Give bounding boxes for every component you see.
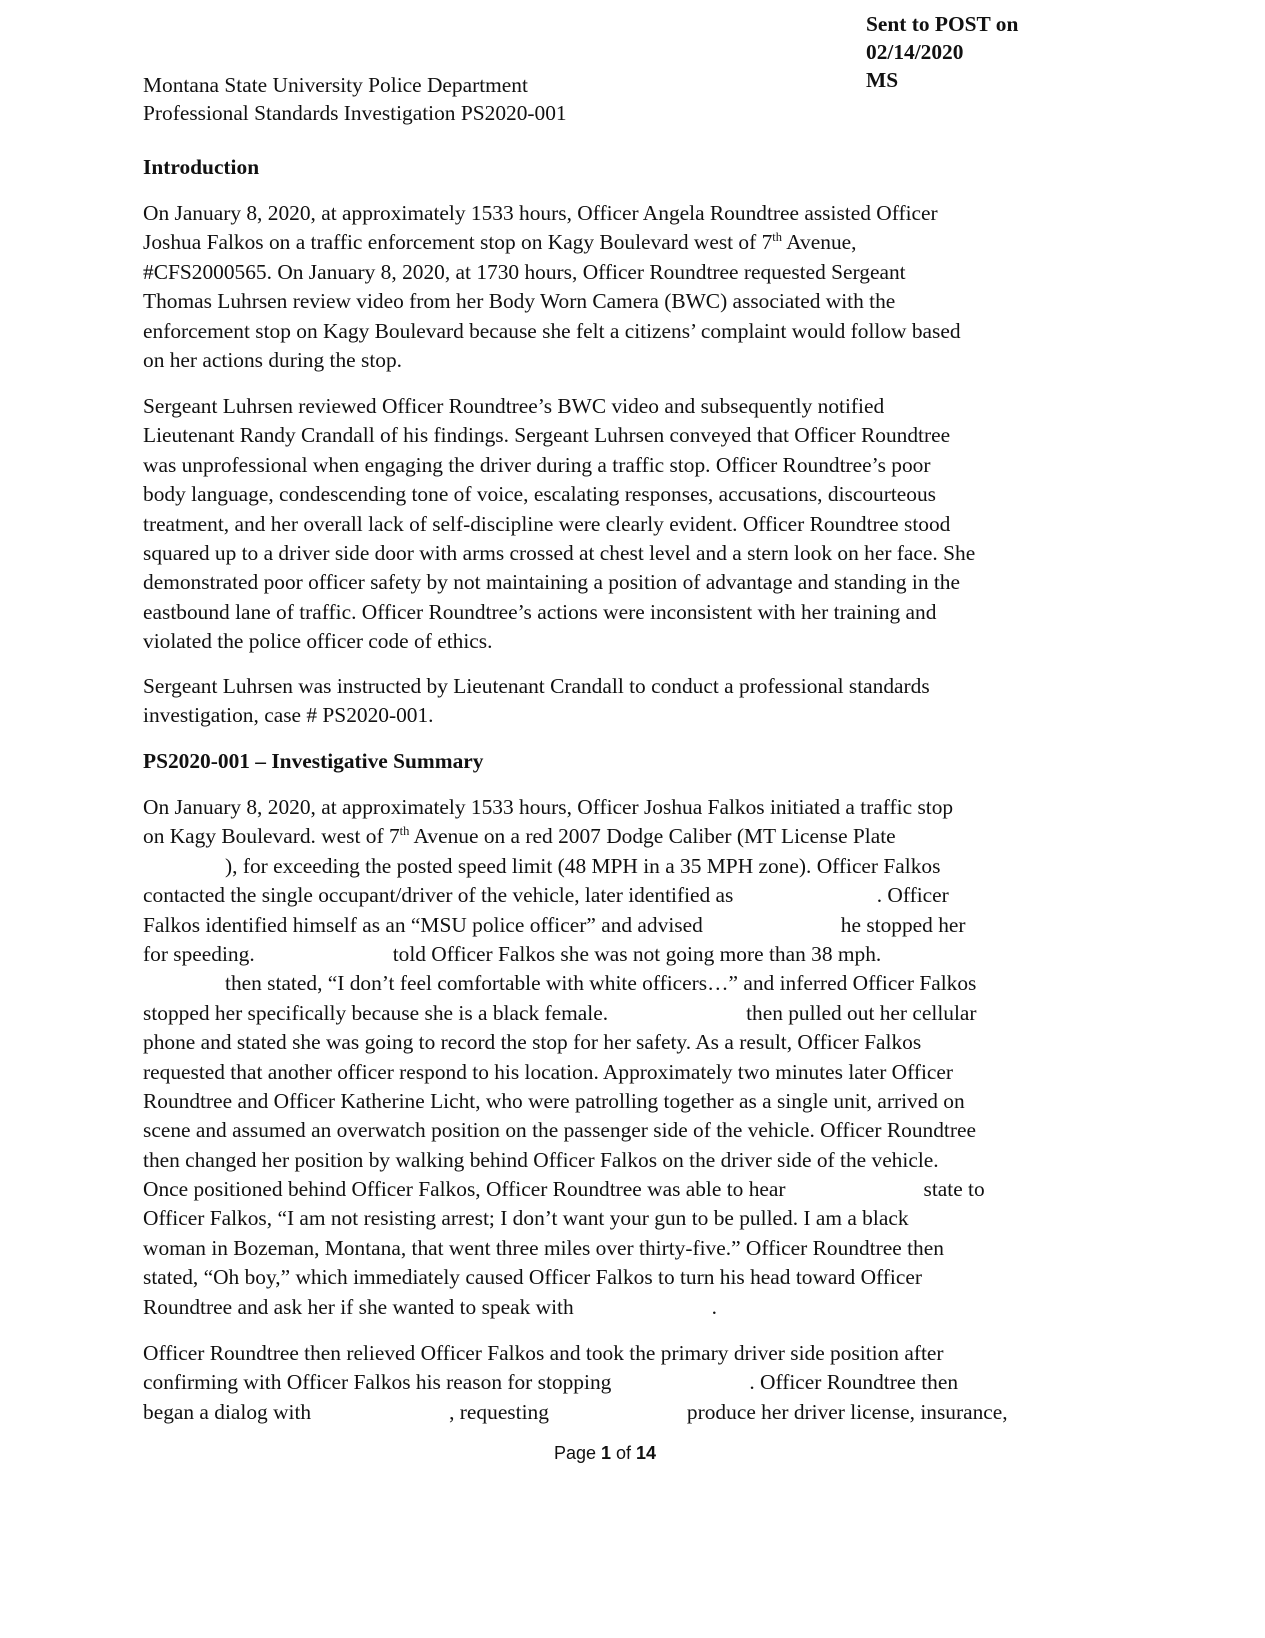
text-line xyxy=(143,940,985,969)
text-segment: scene and assumed an overwatch position on the passenger side of the vehicle. Officer Roundtree xyxy=(143,1118,976,1143)
text-segment: violated the police officer code of ethics. xyxy=(143,629,493,654)
intro-paragraph-1 xyxy=(143,199,961,375)
text-segment: On January 8, 2020, at approximately 1533 hours, Officer Angela Roundtree assisted Officer xyxy=(143,201,938,225)
text-line xyxy=(143,1368,1008,1397)
text-line xyxy=(143,793,985,822)
text-line xyxy=(143,510,975,539)
text-line xyxy=(143,1204,985,1233)
organization-name: Montana State University Police Department xyxy=(143,73,528,97)
text-segment: . Officer xyxy=(871,883,949,908)
text-line xyxy=(143,969,985,998)
text-line xyxy=(143,1293,985,1322)
text-line xyxy=(143,1028,985,1057)
text-segment: investigation, case # PS2020-001. xyxy=(143,703,434,728)
text-segment: , requesting xyxy=(449,1399,549,1424)
text-line xyxy=(143,421,975,450)
text-line xyxy=(143,1398,1008,1427)
page-of-label: of xyxy=(611,1443,637,1463)
text-segment: Avenue, xyxy=(782,230,857,255)
text-segment: produce her driver license, insurance, xyxy=(686,1399,1008,1424)
text-segment: On January 8, 2020, at approximately 1533 hours, Officer Joshua Falkos initiated a traffic stop xyxy=(143,795,954,819)
case-title: Professional Standards Investigation PS2020-001 xyxy=(143,100,567,125)
text-segment: then pulled out her cellular xyxy=(746,1000,977,1025)
text-segment: Lieutenant Randy Crandall of his findings. Sergeant Luhrsen conveyed that Officer Roundtree xyxy=(143,423,951,448)
text-segment: Falkos identified himself as an “MSU police officer” and advised xyxy=(143,912,703,937)
text-line xyxy=(143,1234,985,1263)
text-line xyxy=(143,999,985,1028)
text-line xyxy=(143,627,975,656)
text-line xyxy=(143,1175,985,1204)
stamp-line: 02/14/2020 xyxy=(866,40,964,64)
text-segment: on Kagy Boulevard. west of 7 xyxy=(143,824,400,849)
text-line xyxy=(143,228,961,257)
text-segment: Once positioned behind Officer Falkos, Officer Roundtree was able to hear xyxy=(143,1177,786,1202)
ordinal-superscript: th xyxy=(772,230,783,245)
summary-paragraph-1 xyxy=(143,793,985,1322)
text-segment: treatment, and her overall lack of self-discipline were clearly evident. Officer Roundtree stood xyxy=(143,511,951,536)
text-line xyxy=(143,392,975,421)
text-line xyxy=(143,480,975,509)
stamp-line: MS xyxy=(866,68,899,92)
text-segment: requested that another officer respond to his location. Approximately two minutes later Officer xyxy=(143,1059,954,1084)
text-segment: Avenue on a red 2007 Dodge Caliber (MT License Plate xyxy=(409,824,896,849)
text-line xyxy=(143,1058,985,1087)
text-segment: then stated, “I don’t feel comfortable with white officers…” and inferred Officer Falkos xyxy=(225,971,977,996)
document-header xyxy=(143,72,567,127)
text-line xyxy=(143,881,985,910)
text-line xyxy=(143,701,930,730)
page-total: 14 xyxy=(636,1443,657,1463)
text-line xyxy=(143,852,985,881)
text-line xyxy=(143,1116,985,1145)
text-line xyxy=(143,258,961,287)
text-segment: Officer Falkos, “I am not resisting arrest; I don’t want your gun to be pulled. I am a black xyxy=(143,1206,909,1231)
ordinal-superscript: th xyxy=(399,824,410,839)
text-segment: #CFS2000565. On January 8, 2020, at 1730 hours, Officer Roundtree requested Sergeant xyxy=(143,259,906,284)
text-line xyxy=(143,317,961,346)
text-line xyxy=(143,539,975,568)
text-segment: was unprofessional when engaging the driver during a traffic stop. Officer Roundtree’s poor xyxy=(143,452,931,477)
text-segment: then changed her position by walking behind Officer Falkos on the driver side of the vehicle. xyxy=(143,1147,939,1172)
text-line xyxy=(143,672,930,701)
text-segment: he stopped her xyxy=(840,912,966,937)
text-segment: . Officer Roundtree then xyxy=(749,1370,959,1395)
sent-to-post-stamp xyxy=(866,10,1018,94)
summary-paragraph-2 xyxy=(143,1339,1008,1427)
section-heading-introduction: Introduction xyxy=(143,155,260,179)
page-number: 1 xyxy=(600,1443,611,1463)
text-segment: contacted the single occupant/driver of the vehicle, later identified as xyxy=(143,883,734,908)
text-segment: enforcement stop on Kagy Boulevard because she felt a citizens’ complaint would follow based xyxy=(143,318,961,343)
page-footer xyxy=(0,1443,1210,1464)
text-line xyxy=(143,1146,985,1175)
text-line xyxy=(143,568,975,597)
text-segment: demonstrated poor officer safety by not maintaining a position of advantage and standing in the xyxy=(143,570,960,595)
text-line xyxy=(143,1339,1008,1368)
text-segment: began a dialog with xyxy=(143,1399,312,1424)
text-segment: state to xyxy=(923,1177,985,1202)
text-segment: woman in Bozeman, Montana, that went three miles over thirty-five.” Officer Roundtree then xyxy=(143,1235,944,1260)
text-line xyxy=(143,822,985,851)
text-segment: confirming with Officer Falkos his reason for stopping xyxy=(143,1370,612,1395)
text-segment: Roundtree and Officer Katherine Licht, who were patrolling together as a single unit, arrived on xyxy=(143,1088,965,1113)
text-segment: . xyxy=(711,1294,718,1319)
text-segment: eastbound lane of traffic. Officer Roundtree’s actions were inconsistent with her training and xyxy=(143,599,937,624)
text-segment: body language, condescending tone of voice, escalating responses, accusations, discourteous xyxy=(143,482,936,507)
text-segment: ), for exceeding the posted speed limit (48 MPH in a 35 MPH zone). Officer Falkos xyxy=(225,853,941,878)
text-line xyxy=(143,199,961,228)
text-segment: Officer Roundtree then relieved Officer Falkos and took the primary driver side position after xyxy=(143,1341,944,1365)
text-segment: told Officer Falkos she was not going more than 38 mph. xyxy=(392,941,882,966)
text-segment: phone and stated she was going to record the stop for her safety. As a result, Officer Falkos xyxy=(143,1030,922,1055)
text-line xyxy=(143,911,985,940)
text-segment: Thomas Luhrsen review video from her Body Worn Camera (BWC) associated with the xyxy=(143,289,896,314)
text-line xyxy=(143,1263,985,1292)
text-segment: for speeding. xyxy=(143,941,255,966)
text-segment: Sergeant Luhrsen was instructed by Lieutenant Crandall to conduct a professional standards xyxy=(143,674,930,698)
text-segment: stated, “Oh boy,” which immediately caused Officer Falkos to turn his head toward Officer xyxy=(143,1265,922,1290)
text-segment: squared up to a driver side door with arms crossed at chest level and a stern look on her face. She xyxy=(143,540,976,565)
text-line xyxy=(143,346,961,375)
intro-paragraph-3 xyxy=(143,672,930,731)
section-heading-summary: PS2020-001 – Investigative Summary xyxy=(143,749,484,773)
text-line xyxy=(143,287,961,316)
text-segment: stopped her specifically because she is a black female. xyxy=(143,1000,609,1025)
text-segment: Joshua Falkos on a traffic enforcement stop on Kagy Boulevard west of 7 xyxy=(143,230,773,255)
intro-paragraph-2 xyxy=(143,392,975,657)
text-line xyxy=(143,1087,985,1116)
text-segment: Roundtree and ask her if she wanted to speak with xyxy=(143,1294,574,1319)
text-line xyxy=(143,451,975,480)
text-segment: Sergeant Luhrsen reviewed Officer Roundtree’s BWC video and subsequently notified xyxy=(143,394,885,418)
text-line xyxy=(143,598,975,627)
page-label: Page xyxy=(553,1443,601,1463)
text-segment: on her actions during the stop. xyxy=(143,347,403,372)
stamp-line: Sent to POST on xyxy=(866,12,1019,36)
